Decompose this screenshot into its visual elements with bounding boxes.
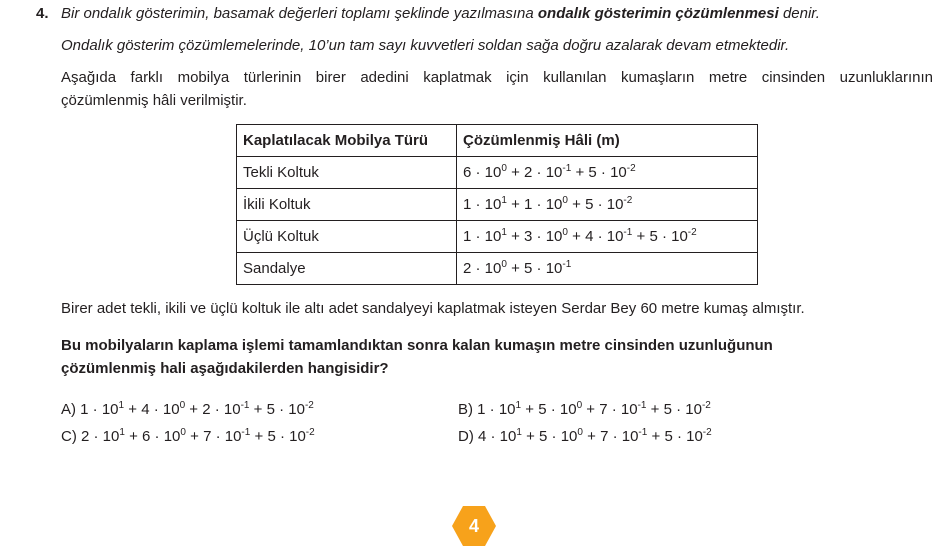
furniture-name: Tekli Koltuk	[237, 157, 457, 189]
furniture-fabric-table	[236, 124, 758, 285]
question-ask-line-1: Bu mobilyaların kaplama işlemi tamamlandıktan sonra kalan kumaşın metre cinsinden uzunluğunun	[61, 337, 773, 354]
table-header-row	[237, 125, 758, 157]
option-label: D)	[458, 428, 474, 445]
question-ask-line-2: çözümlenmiş hali aşağıdakilerden hangisidir?	[61, 360, 389, 377]
option-expression: $2 \cdot 10^1 + 6 \cdot 10^0 + 7 \cdot 10^{-1} + 5 \cdot 10^{-2}$	[81, 427, 315, 445]
table-row	[237, 221, 758, 253]
option-expression: $1 \cdot 10^1 + 4 \cdot 10^0 + 2 \cdot 10^{-1} + 5 \cdot 10^{-2}$	[80, 400, 314, 418]
page-number: 4	[468, 516, 479, 536]
furniture-name: Üçlü Koltuk	[237, 221, 457, 253]
question-line-3a: Aşağıda farklı mobilya türlerinin birer adedini kaplatmak için kullanılan kumaşların metre cinsinden uzunluklarının	[61, 69, 933, 86]
option-label: C)	[61, 428, 77, 445]
page-number-badge	[452, 506, 496, 546]
intro-text-2: denir.	[778, 5, 820, 22]
question-number: 4.	[36, 5, 49, 22]
furniture-name: Sandalye	[237, 253, 457, 285]
decomposition-cell: $1 \cdot 10^1 + 1 \cdot 10^0 + 5 \cdot 10^{-2}$	[457, 189, 758, 221]
table-row	[237, 253, 758, 285]
option-c[interactable]	[61, 428, 315, 445]
decomposition-cell: $2 \cdot 10^0 + 5 \cdot 10^{-1}$	[457, 253, 758, 285]
table-header-furniture: Kaplatılacak Mobilya Türü	[237, 125, 457, 157]
furniture-name: İkili Koltuk	[237, 189, 457, 221]
option-a[interactable]	[61, 401, 314, 418]
option-expression: $1 \cdot 10^1 + 5 \cdot 10^0 + 7 \cdot 10^{-1} + 5 \cdot 10^{-2}$	[477, 400, 711, 418]
table-row	[237, 189, 758, 221]
option-expression: $4 \cdot 10^1 + 5 \cdot 10^0 + 7 \cdot 10^{-1} + 5 \cdot 10^{-2}$	[478, 427, 712, 445]
question-intro	[61, 5, 820, 22]
question-line-2: Ondalık gösterim çözümlemelerinde, 10’un tam sayı kuvvetleri soldan sağa doğru azalarak devam etmektedir.	[61, 37, 790, 54]
option-d[interactable]	[458, 428, 712, 445]
table-row	[237, 157, 758, 189]
decomposition-cell: $1 \cdot 10^1 + 3 \cdot 10^0 + 4 \cdot 10^{-1} + 5 \cdot 10^{-2}$	[457, 221, 758, 253]
option-label: B)	[458, 401, 473, 418]
problem-statement: Birer adet tekli, ikili ve üçlü koltuk ile altı adet sandalyeyi kaplatmak isteyen Serdar Bey 60 metre kumaş almıştır.	[61, 300, 805, 317]
decomposition-cell: $6 \cdot 10^0 + 2 \cdot 10^{-1} + 5 \cdot 10^{-2}$	[457, 157, 758, 189]
question-line-3b: çözümlenmiş hâli verilmiştir.	[61, 92, 247, 109]
option-b[interactable]	[458, 401, 711, 418]
table-header-decomposition: Çözümlenmiş Hâli (m)	[457, 125, 758, 157]
option-label: A)	[61, 401, 76, 418]
intro-bold-term: ondalık gösterimin çözümlenmesi	[537, 5, 779, 22]
intro-text-1: Bir ondalık gösterimin, basamak değerleri toplamı şeklinde yazılmasına	[61, 5, 538, 22]
